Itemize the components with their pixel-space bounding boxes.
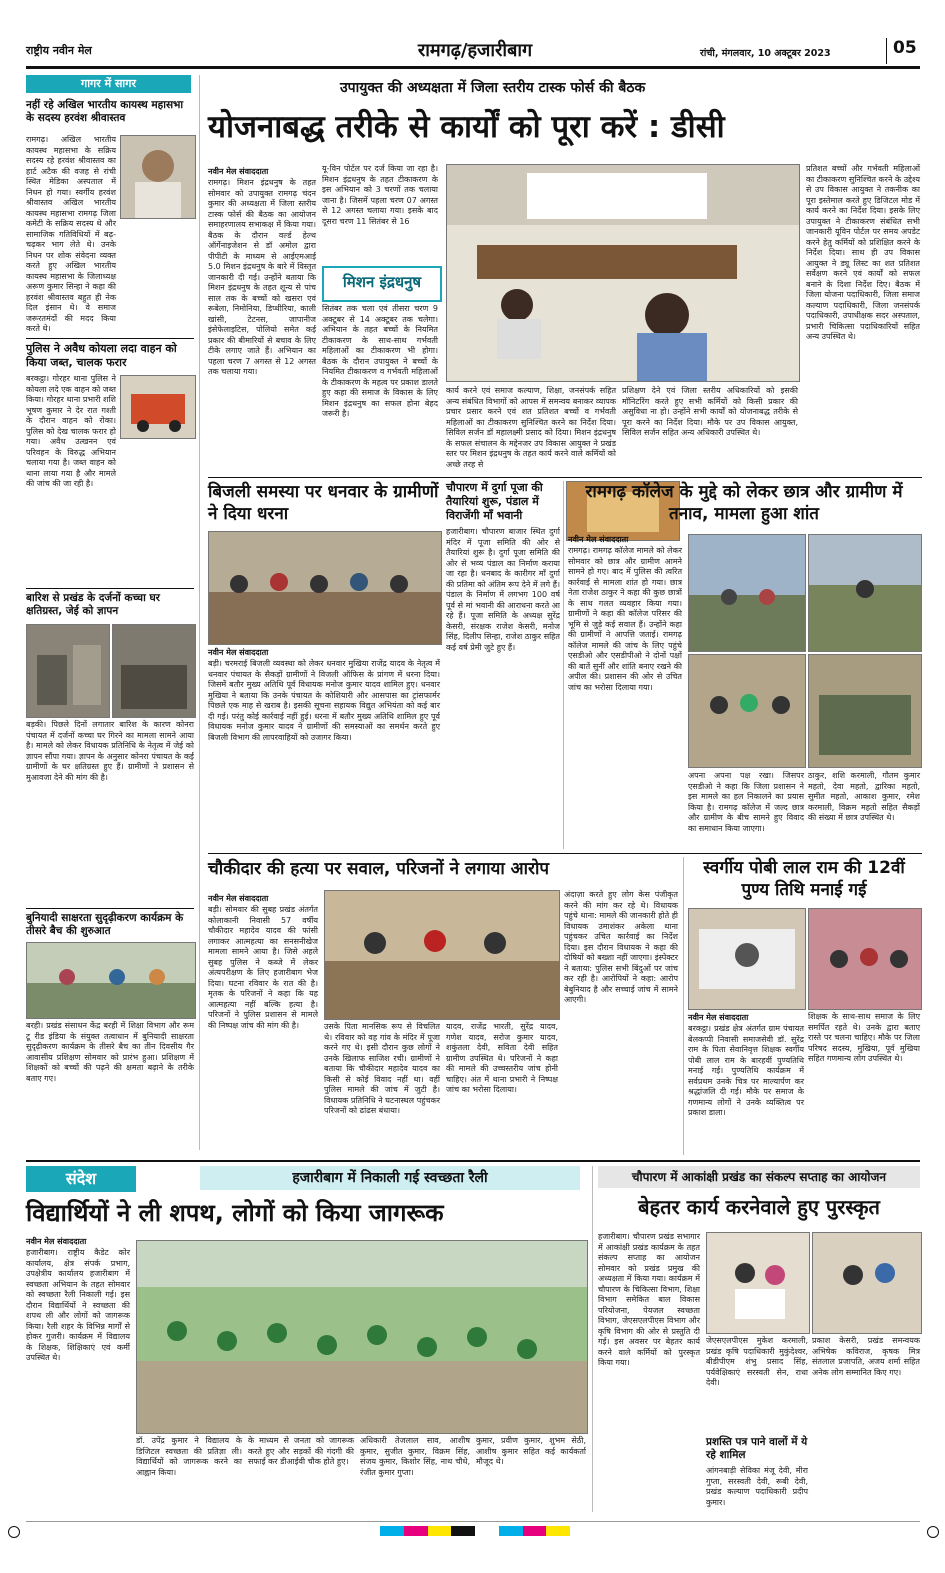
header-rule	[26, 66, 920, 69]
byline: नवीन मेल संवाददाता	[208, 648, 269, 657]
divider	[26, 908, 194, 909]
lead-body-right: प्रतिशत बच्चों और गर्भवती महिलाओं का टीकाकरण सुनिश्चित करने के उद्देश्य से उप विकास आयुक्त ने तकनीक का पूरा इस्तेमाल करते हुए डिजिटल मोड में कार्य करने का निर्देश दिया। इसके लिए उपायुक्त ने टीकाकरण संबंधित सभी जानकारी यूविन पोर्टल पर समय अपडेट करने हेतु कर्मियों को प्रशिक्षित करने के निर्देश दिया। साथ ही उप विकास आयुक्त ने ड्यू लिस्ट का शत प्रतिशत सर्वेक्षण करने एवं कार्यों को सफल बनाने के दिशा निर्देश दिए। बैठक में जिला योजना पदाधिकारी, जिला समाज कल्याण पदाधिकारी, जिला जनसंपर्क पदाधिकारी, उपाधीक्षक सदर अस्पताल, प्रभारी चिकित्सा पदाधिकारियों सहित अन्य उपस्थित थे।	[806, 164, 920, 341]
story-body: उसके पिता मानसिक रूप से विचलित थे। रविवार को वह गांव के मंदिर में पूजा करने गए थे। इसी दौरान कुछ लोगों ने उनके खिलाफ साजिश रची। ग्रामीणों ने बताया कि चौकीदार महादेव यादव का किसी से कोई विवाद नहीं था। वहीं पुलिस मामले की जांच में जुटी है। विधायक प्रतिनिधि ने घटनास्थल पहुंचकर परिजनों को ढांढस बंधाया।	[324, 1022, 440, 1115]
story-body: कुमार, प्रवीण कुमार, शुभम सेठी, आशीष कुमार सहित कई कार्यकर्ता मौजूद थे।	[476, 1436, 586, 1466]
registration-mark-icon	[8, 1526, 20, 1538]
registration-mark-icon	[927, 1526, 939, 1538]
masthead-logo	[26, 43, 92, 58]
truck-photo	[120, 375, 196, 439]
story-body: हजारीबाग। चौपारण प्रखंड सभागार में आकांक्षी प्रखंड कार्यक्रम के तहत संकल्प सप्ताह का आयोजन सोमवार को प्रखंड प्रमुख की अध्यक्षता में किया गया। कार्यक्रम में चौपारण के चिकित्सा विभाग, शिक्षा विभाग समेकित बाल विकास परियोजना, पेयजल स्वच्छता विभाग, जेएसएलपीएस विभाग और कृषि विभाग की ओर से प्रस्तुति दी गई। इस अवसर पर बेहतर कार्य करने वाले कर्मियों को पुरस्कृत किया गया।	[598, 1232, 700, 1367]
byline: नवीन मेल संवाददाता	[688, 1013, 749, 1022]
story-title: नहीं रहे अखिल भारतीय कायस्थ महासभा के सदस्य हरवंश श्रीवास्तव	[26, 99, 184, 124]
divider	[26, 588, 194, 589]
byline: नवीन मेल संवाददाता	[568, 535, 629, 544]
column-rule	[563, 481, 564, 849]
story-body-cont	[26, 222, 194, 332]
gagar-strip: गागर में सागर	[26, 75, 191, 93]
story-title: चौकीदार की हत्या पर सवाल, परिजनों ने लगाया आरोप	[208, 859, 550, 879]
story-title: चौपारण में दुर्गा पूजा की तैयारियां शुरू, पंडाल में विराजेंगी माँ भवानी	[446, 481, 543, 522]
column-rule	[592, 1166, 593, 1512]
story-body: आंगनबाड़ी सेविका मंजू देवी, मीरा गुप्ता, सरस्वती देवी, रूबी देवी, प्रखंड कल्याण पदाधिकारी प्रदीप कुमार।	[706, 1466, 808, 1507]
lead-body: यू-विन पोर्टल पर दर्ज किया जा रहा है। मिशन इंद्रधनुष के तहत टीकाकरण के इस अभियान को 3 चरणों तक चलाया जाना है। जिसमें पहला चरण 07 अगस्त से 12 अगस्त चलाया गया। इसके बाद दूसरा चरण 11 सितंबर से 16	[322, 164, 438, 226]
byline: नवीन मेल संवाददाता	[208, 894, 269, 903]
column-rule	[683, 857, 684, 1155]
divider	[26, 338, 194, 339]
story-body: बरही। प्रखंड संसाधन केंद्र बरही में शिक्षा विभाग और रूम टू रीड इंडिया के संयुक्त तत्वाधान में बुनियादी साक्षरता सुदृढ़ीकरण कार्यक्रम के तीसरे बैच का तीन दिवसीय गैर आवासीय प्रशिक्षण सोमवार को प्रारंभ हुआ। प्रशिक्षण में शिक्षकों को बच्चों की पढ़ने की क्षमता बढ़ाने के तरीके बताए गए।	[26, 1021, 194, 1083]
family-photo	[324, 890, 560, 1020]
footer-rule	[26, 1521, 920, 1522]
college-photo-2	[808, 534, 922, 652]
story-body: रामगढ़। अखिल भारतीय कायस्थ महासभा के सक्रिय सदस्य रहे हरवंश श्रीवास्तव का हार्ट अटैक की वजह से रांची स्थित मेडिका अस्पताल में निधन हो गया। स्वर्गीय हरवंश श्रीवास्तव अखिल भारतीय कायस्थ महासभा रामगढ़ जिला कमेटी के सक्रिय सदस्य थे और सामाजिक गतिविधियों में बढ़-चढ़कर भाग लेते थे। उनके निधन पर शोक संवेदना व्यक्त करते हुए अखिल भारतीय कायस्थ महासभा के जिलाध्यक्ष अरूण कुमार सिन्हा ने कहा की हरवंश श्रीवास्तव बहुत ही नेक दिल इंसान थे। वे समाज जरूरतमंदों की मदद किया करते थे।	[26, 135, 116, 333]
college-photo-1	[688, 534, 806, 652]
story-body: बड़ी। सोमवार की सुबह प्रखंड अंतर्गत कोलाकानी निवासी 57 वर्षीय चौकीदार महादेव यादव की फांसी लगाकर आत्महत्या का सनसनीखेज मामला सामने आया है। जिसे अहले सुबह पुलिस ने कब्जे में लेकर अंत्यपरीक्षण के लिए हजारीबाग भेज दिया। घटना रविवार के रात की है। मृतक के परिजनों ने कहा कि यह आत्महत्या नहीं बल्कि हत्या है। परिजनों ने पुलिस प्रशासन से मामले की निष्पक्ष जांच की मांग की है।	[208, 905, 318, 1030]
story-title: बारिश से प्रखंड के दर्जनों कच्चा घर क्षतिग्रस्त, जेई को ज्ञापन	[26, 592, 160, 617]
kicker: हजारीबाग में निकाली गई स्वच्छता रैली	[200, 1166, 580, 1190]
byline: नवीन मेल संवाददाता	[26, 1237, 87, 1246]
tribute-photo-2	[808, 908, 922, 1010]
story-body: बरकट्ठा। प्रखंड क्षेत्र अंतर्गत ग्राम पंचायत बेलकप्पी निवासी समाजसेवी डॉ. सुरेंद्र राम के पिता सेवानिवृत्त शिक्षक स्वर्गीय पोबी लाल राम के बारहवीं पुण्यतिथि मनाई गई। पुण्यतिथि कार्यक्रम में सर्वप्रथम उनके चित्र पर माल्यार्पण कर श्रद्धांजलि दी गई। मौके पर समाज के गणमान्य लोगों ने उनके व्यक्तित्व पर प्रकाश डाला।	[688, 1024, 804, 1117]
award-photo-2	[812, 1232, 922, 1334]
story-body: बड़ी। चरमराई बिजली व्यवस्था को लेकर धनवार मुखिया राजेंद्र यादव के नेतृत्व में धनवार पंचायत के सैकड़ों ग्रामीणों ने विजली ऑफिस के प्रांगण में धरना दिया। जिसमें बतौर मुख्य अतिथि पूर्व विधायक मनोज कुमार यादव शामिल हुए। धनवार मुखिया ने बताया कि उनके पंचायत के कोशियारी और आसपास का ट्रांसफार्मर पिछले एक माह से खराब है। इसकी सूचना सहायक विद्युत अभियंता को कई बार दी गई। परंतु कोई कार्रवाई नहीं हुई। धरना में बतौर मुख्य अतिथि शामिल हुए पूर्व विधायक मनोज कुमार यादव ने ग्रामीणों की समस्याओं का समर्थन करते हुए बिजली विभाग की लापरवाहियों को उजागर किया।	[208, 659, 440, 742]
logo-text: राष्ट्रीय नवीन मेल	[26, 44, 92, 57]
story-title: स्वर्गीय पोबी लाल राम की 12वीं पुण्य तिथि मनाई गई	[703, 858, 905, 900]
story-body: ठाकुर, शशि करमाली, गौतम कुमार महतो, देवा महतो, द्वारिका महतो, सुमीत महतो, आकाश कुमार, रमेश करमाली, विक्रम महतो सहित सैकड़ों की संख्या में छात्र उपस्थित थे।	[808, 771, 920, 822]
story-body: शिक्षक के साथ-साथ समाज के लिए समर्पित रहते थे। उनके द्वारा बताए रास्ते पर चलना चाहिए। मौके पर जिला परिषद सदस्य, मुखिया, पूर्व मुखिया सहित गणमान्य लोग उपस्थित थे।	[808, 1012, 920, 1063]
mission-box	[322, 266, 442, 302]
story-body: रामगढ़। रामगढ़ कॉलेज मामले को लेकर सोमवार को छात्र और ग्रामीण आमने सामने हो गए। बाद में पुलिस की त्वरित कार्रवाई से मामला शांत हो गया। छात्र नेता राजेश ठाकुर ने कहा की कुछ छात्रों के साथ गलत व्यवहार किया गया। ग्रामीणों ने कहा की कॉलेज परिसर की भूमि से जुड़े कई सवाल हैं। उन्होंने कहा की ग्रामीणों ने आपत्ति जताई। रामगढ़ कॉलेज मामले की जांच के लिए पहुंचे एसडीओ और एसडीपीओ ने दोनों पक्षों की बातें सुनीं और शांति बनाए रखने की अपील की। प्रशासन की ओर से उचित जांच का भरोसा दिलाया गया।	[568, 546, 682, 692]
section-title: रामगढ़/हजारीबाग	[417, 40, 533, 61]
divider	[26, 1160, 920, 1162]
college-photo-4	[808, 654, 922, 768]
story-body: के माध्यम से जनता को जागरूक करते हुए और सड़कों की गंदगी की सफाई कर डीआईवी चौक होते हुए।	[248, 1436, 354, 1466]
collapsed-house-photo-1	[26, 624, 110, 718]
rally-photo	[136, 1240, 588, 1434]
mission-box-title: मिशन इंद्रधनुष	[342, 273, 422, 291]
story-body: जेएसएलपीएस मुकेश करमाली, प्रखंड कृषि पदाधिकारी मुकुंदेश्वर, बीडीपीएम शंभु प्रसाद सिंह, पर्यवेक्षिकाएं सरस्वती सेन, राधा देवी।	[706, 1336, 808, 1387]
collapsed-house-photo-2	[112, 624, 196, 718]
story-body: यादव, राजेंद्र भारती, सुरेंद्र यादव, गणेश यादव, सरोज कुमार यादव, शकुंतला देवी, सविता देवी सहित ग्रामीण उपस्थित थे। परिजनों ने कहा की मामले की उच्चस्तरीय जांच होनी चाहिए। अंत में थाना प्रभारी ने निष्पक्ष जांच का भरोसा दिलाया।	[446, 1022, 558, 1094]
college-photo-3	[688, 654, 806, 768]
tribute-photo-1	[688, 908, 806, 1010]
column-rule	[199, 75, 200, 1150]
story-body: अधिकारी तेजलाल साव, आशीष कुमार, सुजीत कुमार, विक्रम सिंह, संजय कुमार, किशोर सिंह, नाथ चौधे, रंजीत कुमार गुप्ता।	[360, 1436, 470, 1477]
story-body: अंदाज़ा करते हुए लोग केस पंजीकृत करने की मांग कर रहे थे। विधायक पहुंचे थाना: मामले की जानकारी होते ही विधायक उमाशंकर अकेला थाना पहुंचकर उचित कार्रवाई का निर्देश दिया। इस दौरान विधायक ने कहा की दोषियों को बख्शा नहीं जाएगा। इंस्पेक्टर ने बताया: पुलिस सभी बिंदुओं पर जांच कर रही है। आरोपियों ने कहा: आरोप बेबुनियाद है और सच्चाई जांच में सामने आएगी।	[564, 890, 679, 1004]
story-body: बड़की। पिछले दिनों लगातार बारिश के कारण कोनरा पंचायत में दर्जनों कच्चा घर गिरने का मामला सामने आया है। मामले को लेकर विधायक प्रतिनिधि के नेतृत्व में जेई को ज्ञापन सौंपा गया। ज्ञापन के अनुसार कोनरा पंचायत के कई ग्रामीणों के घर क्षतिग्रस्त हुए हैं। ग्रामीणों ने प्रशासन से मुआवजा देने की मांग की है।	[26, 720, 194, 782]
story-body: अपना अपना पक्ष रखा। जिसपर एसडीओ ने कहा कि जिला प्रशासन ने इस मामले का हल निकालने का प्रयास किया है। रामगढ़ कॉलेज में जल्द छात्र और ग्रामीण के बीच सामने हुए विवाद का समाधान किया जाएगा।	[688, 771, 804, 833]
dateline: रांची, मंगलवार, 10 अक्टूबर 2023	[700, 48, 831, 59]
divider	[208, 477, 922, 478]
byline: नवीन मेल संवाददाता	[208, 167, 269, 176]
color-registration-bar	[380, 1526, 570, 1536]
headline: योजनाबद्ध तरीके से कार्यों को पूरा करें : डीसी	[208, 109, 725, 145]
meeting-photo	[446, 164, 800, 382]
award-photo-1	[706, 1232, 810, 1334]
headline: विद्यार्थियों ने ली शपथ, लोगों को किया जागरूक	[26, 1199, 444, 1227]
lead-body: सितंबर तक चला एवं तीसरा चरण 9 अक्टूबर से 14 अक्टूबर तक चलेगा। अभियान के तहत बच्चों के नियमित टीकाकरण के साथ-साथ गर्भवती महिलाओं का टीकाकरण भी होगा। बैठक के दौरान उपायुक्त ने बच्चों के नियमित टीकाकरण व गर्भवती महिलाओं के टीकाकरण के महत्व पर प्रकाश डालते हुए कहा की समाज के विकास के लिए मिशन इंद्रधनुष का सफल होना बेहद जरूरी है।	[322, 304, 438, 418]
story-body: हजारीबाग। राष्ट्रीय कैडेट कोर कार्यालय, क्षेत्र संपर्क प्रभाग, उपक्षेत्रीय कार्यालय हजारीबाग में स्वच्छता अभियान के तहत सोमवार को स्वच्छता रैली निकाली गई। इस दौरान विद्यार्थियों ने स्वच्छता की शपथ ली और लोगों को जागरूक किया। रैली शहर के विभिन्न मार्गों से होकर गुजरी। कार्यक्रम में विद्यालय के शिक्षक, शिक्षिकाएं एवं कर्मी उपस्थित थे।	[26, 1248, 130, 1362]
story-body: डॉ. उपेंद्र कुमार ने विद्यालय के डिजिटल स्वच्छता की प्रतिज्ञा ली। विद्यार्थियों को जागरूक करने का आह्वान किया।	[136, 1436, 242, 1477]
story-title: रामगढ़ कॉलेज के मुद्दे को लेकर छात्र और ग्रामीण में तनाव, मामला हुआ शांत	[585, 482, 903, 524]
subhead: प्रशस्ति पत्र पाने वालों में ये रहे शामिल	[706, 1436, 808, 1461]
story-body: हजारीबाग। चौपारण बाजार स्थित दुर्गा मंदिर में पूजा समिति की ओर से तैयारियां शुरू है। दुर्गा पूजा समिति की ओर से भव्य पंडाल का निर्माण कराया जा रहा है। धनबाद के कारीगर माँ दुर्गा की प्रतिमा को अंतिम रूप देने में लगे हैं। पंडाल के निर्माण में लगभग 100 वर्ष पूर्व से मां भवानी की आराधना करते आ रहे हैं। पूजा समिति के अध्यक्ष सुरेंद्र केसरी, संरक्षक राजेश केसरी, मनोज सिंह, दिलीप सिन्हा, राजेश ठाकुर सहित कई वर्ष प्रेमी जुटे हुए हैं।	[446, 527, 560, 652]
divider	[208, 853, 922, 854]
portrait-photo	[120, 135, 196, 219]
headline: बेहतर कार्य करनेवाले हुए पुरस्कृत	[638, 1195, 880, 1219]
story-title: पुलिस ने अवैध कोयला लदा वाहन को किया जब्त, चालक फरार	[26, 342, 177, 369]
kicker: उपायुक्त की अध्यक्षता में जिला स्तरीय टास्क फोर्स की बैठक	[340, 80, 646, 96]
lead-body: रामगढ़। मिशन इंद्रधनुष के तहत सोमवार को उपायुक्त रामगढ़ चंदन कुमार की अध्यक्षता में जिला स्तरीय टास्क फोर्स की बैठक का आयोजन समाहरणालय सभाकक्ष में किया गया। बैठक के दौरान वर्ल्ड हेल्थ ऑर्गेनाइजेशन से डॉ अमोल द्वारा पीपीटी के माध्यम से आईएमआई 5.0 मिशन इंद्रधनुष के बारे में विस्तृत जानकारी दी गई। उन्होंने बताया कि मिशन इंद्रधनुष के तहत शून्य से पांच साल तक के बच्चों को खसरा एवं रूबेला, निमोनिया, डिप्थीरिया, काली खांसी, टेटनस, जापानीज इंसेफेलाइटिस, पोलियो समेत कई प्रकार की बीमारियों से बचाव के लिए टीके लगाए जाते हैं। अभियान का पहला चरण 7 अगस्त से 12 अगस्त तक चलाया गया।	[208, 178, 316, 376]
lead-body: कार्य करने एवं समाज कल्याण, शिक्षा, जनसंपर्क सहित अन्य संबंधित विभागों को आपस में समन्वय बनाकर व्यापक प्रचार प्रसार करने एवं शत प्रतिशत बच्चों व गर्भवती महिलाओं का टीकाकरण सुनिश्चित करने का निर्देश दिया। सिविल सर्जन डॉ महालक्ष्मी प्रसाद को दिया। मिशन इंद्रधनुष के सफल संचालन के मद्देनजर उप विकास आयुक्त ने प्रखंड स्तर पर मिशन इंद्रधनुष के तहत कार्य करने वाले कर्मियों को अच्छे तरह से	[446, 386, 616, 469]
training-photo	[26, 942, 196, 1019]
sandesh-tag: संदेश	[26, 1166, 136, 1192]
lead-body: प्रशिक्षण देने एवं जिला स्तरीय अधिकारियों को इसकी मॉनिटरिंग करते हुए सभी कर्मियों को किसी प्रकार की असुविधा ना हो। उन्होंने सभी कार्यों को योजनाबद्ध तरीके से पूरा करने का निर्देश दिया। मौके पर उप विकास आयुक्त, सिविल सर्जन सहित अन्य अधिकारी उपस्थित थे।	[622, 386, 798, 437]
kicker: चौपारण में आकांक्षी प्रखंड का संकल्प सप्ताह का आयोजन	[598, 1166, 920, 1188]
story-body: प्रकाश केसरी, प्रखंड समन्वयक अभिषेक कविराज, कृषक मित्र संतलाल प्रजापति, अजय शर्मा सहित अनेक लोग सम्मानित किए गए।	[812, 1336, 920, 1377]
story-body: बरकट्ठा। गोरहर थाना पुलिस ने कोयला लदे एक वाहन को जब्त किया। गोरहर थाना प्रभारी शशि भूषण कुमार ने देर रात गश्ती के दौरान वाहन को रोका। पुलिस को देख चालक फरार हो गया। अवैध उत्खनन एवं परिवहन के विरुद्ध अभियान चलाया गया है। जब्त वाहन को थाना लाया गया है और मामले की जांच की जा रही है।	[26, 374, 116, 488]
story-title: बुनियादी साक्षरता सुदृढ़ीकरण कार्यक्रम के तीसरे बैच की शुरुआत	[26, 912, 184, 937]
story-title: बिजली समस्या पर धनवार के ग्रामीणों ने दिया धरना	[208, 482, 439, 524]
header-divider	[886, 38, 887, 64]
page-number: 05	[893, 38, 917, 58]
protest-photo	[208, 531, 442, 645]
